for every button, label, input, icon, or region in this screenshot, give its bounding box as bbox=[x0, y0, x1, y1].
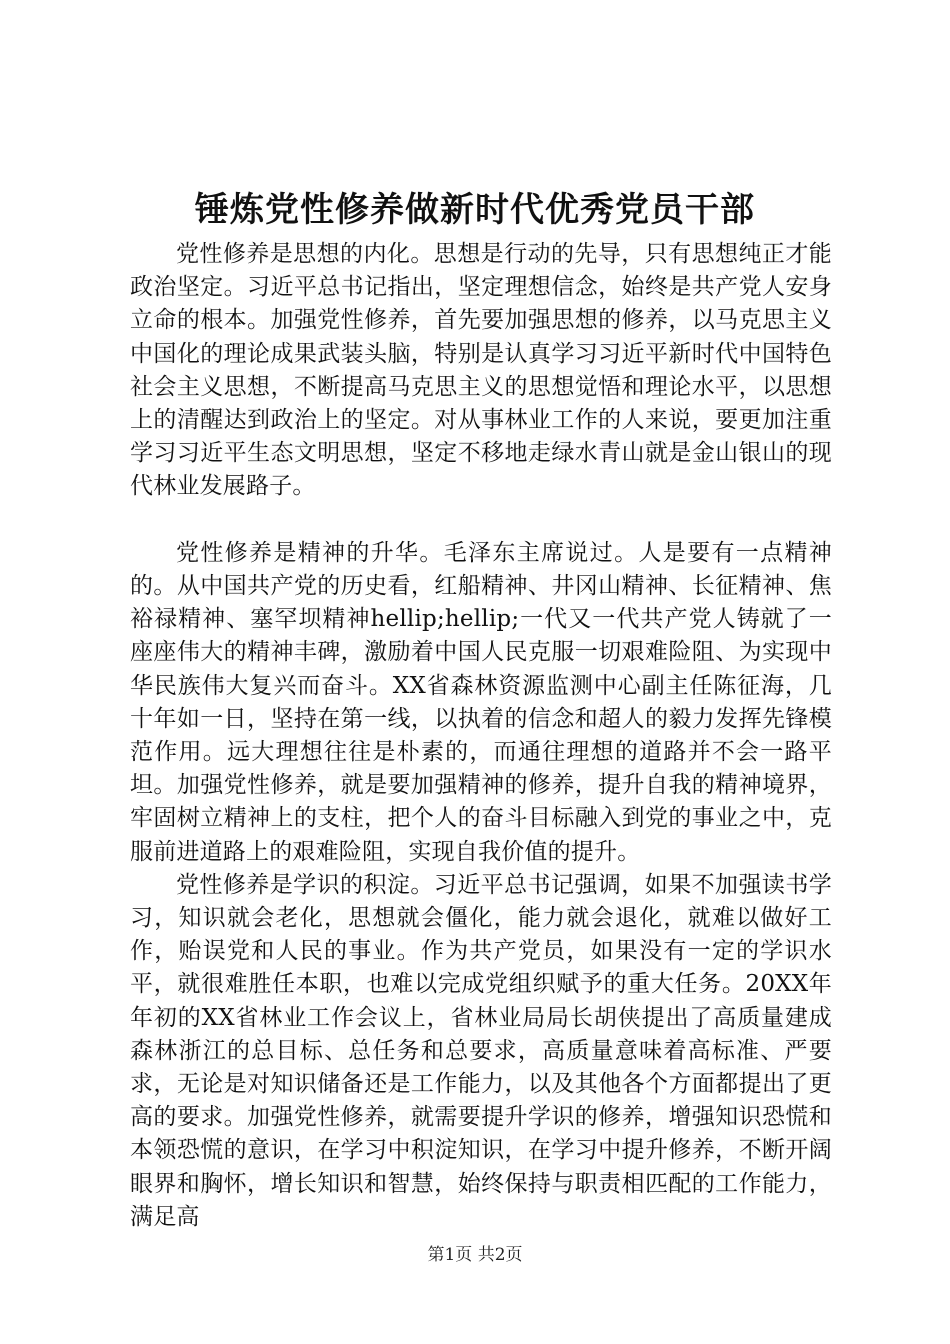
document-title: 锤炼党性修养做新时代优秀党员干部 bbox=[195, 190, 755, 230]
paragraph-spirit: 党性修养是精神的升华。毛泽东主席说过。人是要有一点精神的。从中国共产党的历史看，红船精神、井冈山精神、长征精神、焦裕禄精神、塞罕坝精神hellip;hellip;一代又一代共产党人铸就了一座座伟大的精神丰碑，激励着中国人民克服一切艰难险阻、为实现中华民族伟大复兴而奋斗。XX省森林资源监测中心副主任陈征海，几十年如一日，坚持在第一线，以执着的信念和超人的毅力发挥先锋模范作用。远大理想往往是朴素的，而通往理想的道路并不会一路平坦。加强党性修养，就是要加强精神的修养，提升自我的精神境界，牢固树立精神上的支柱，把个人的奋斗目标融入到党的事业之中，克服前进道路上的艰难险阻，实现自我价值的提升。 bbox=[130, 539, 832, 865]
document-body bbox=[130, 238, 832, 1234]
paragraph-knowledge: 党性修养是学识的积淀。习近平总书记强调，如果不加强读书学习，知识就会老化，思想就会僵化，能力就会退化，就难以做好工作，贻误党和人民的事业。作为共产党员，如果没有一定的学识水平，就很难胜任本职，也难以完成党组织赋予的重大任务。20XX年年初的XX省林业工作会议上，省林业局局长胡侠提出了高质量建成森林浙江的总目标、总任务和总要求，高质量意味着高标准、严要求，无论是对知识储备还是工作能力，以及其他各个方面都提出了更高的要求。加强党性修养，就需要提升学识的修养，增强知识恐慌和本领恐慌的意识，在学习中积淀知识，在学习中提升修养，不断开阔眼界和胸怀，增长知识和智慧，始终保持与职责相匹配的工作能力，满足高 bbox=[130, 871, 832, 1230]
page-footer: 第1页 共2页 bbox=[427, 1245, 523, 1265]
paragraph-thought: 党性修养是思想的内化。思想是行动的先导，只有思想纯正才能政治坚定。习近平总书记指出，坚定理想信念，始终是共产党人安身立命的根本。加强党性修养，首先要加强思想的修养，以马克思主义中国化的理论成果武装头脑，特别是认真学习习近平新时代中国特色社会主义思想，不断提高马克思主义的思想觉悟和理论水平，以思想上的清醒达到政治上的坚定。对从事林业工作的人来说，要更加注重学习习近平生态文明思想，坚定不移地走绿水青山就是金山银山的现代林业发展路子。 bbox=[130, 241, 832, 500]
